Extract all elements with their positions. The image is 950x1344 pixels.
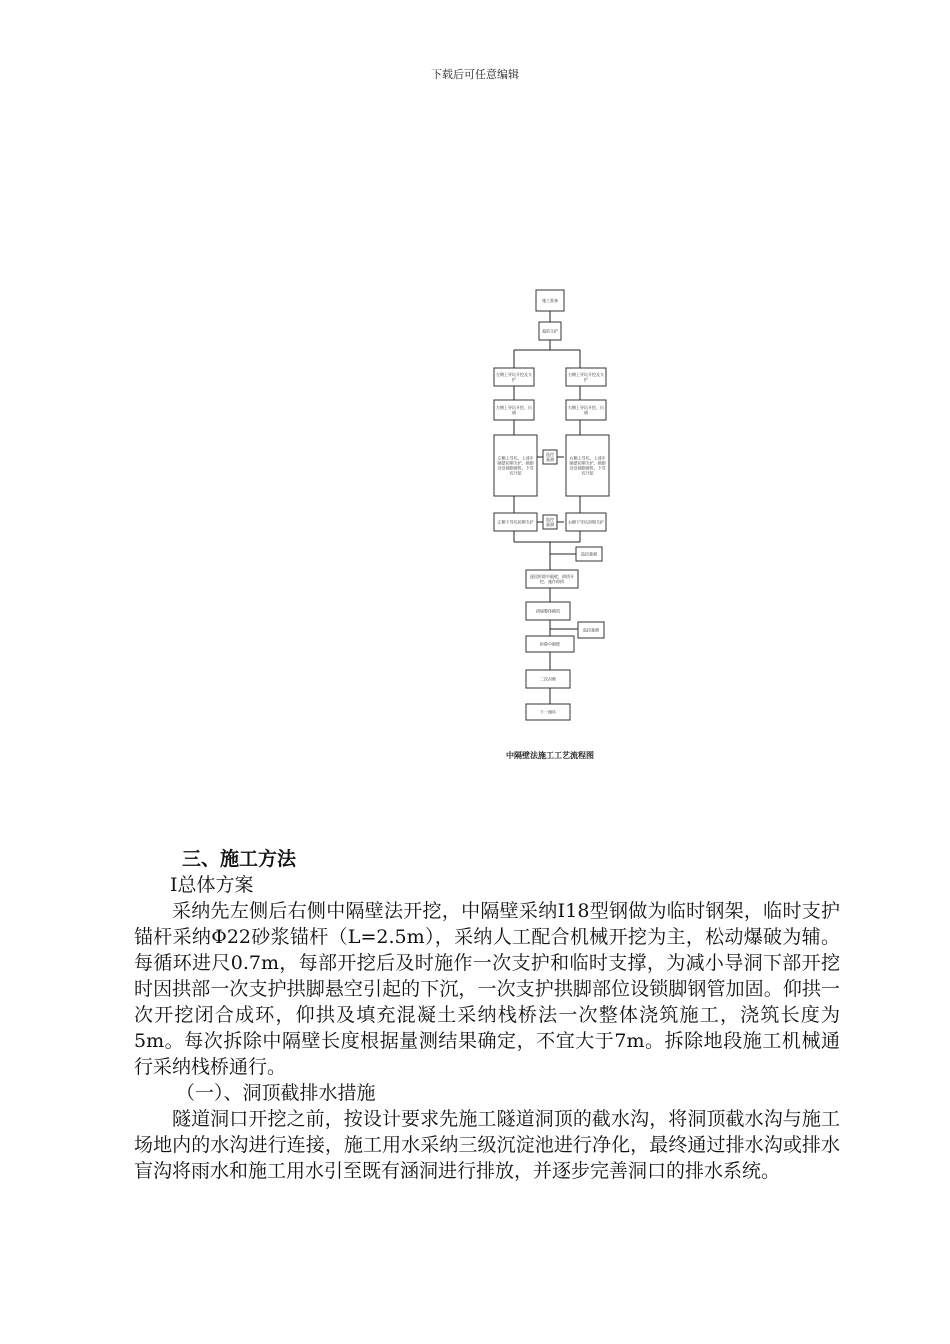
flowchart-node-label: 监控量测 bbox=[583, 627, 599, 633]
flowchart-node bbox=[543, 515, 557, 529]
flowchart-node-label: 左侧下导坑初期支护 bbox=[497, 519, 534, 525]
paragraph-overall-plan: 采纳先左侧后右侧中隔壁法开挖，中隔壁采纳Ⅰ18型钢做为临时钢架，临时支护锚杆采纳Φ22砂浆锚杆（L=2.5m），采纳人工配合机械开挖为主，松动爆破为辅。每循环进尺0.7m，每部开挖后及时施作一次支护和临时支撑，为减小导洞下部开挖时因拱部一次支护拱脚悬空引起的下沉，一次支护拱脚部位设锁脚钢管加固。仰拱一次开挖闭合成环，仰拱及填充混凝土采纳栈桥法一次整体浇筑施工，浇筑长度为5m。每次拆除中隔壁长度根据量测结果确定，不宜大于7m。拆除地段施工机械通行采纳栈桥通行。 bbox=[134, 900, 840, 1078]
flowchart-node-label: 施工准备 bbox=[542, 298, 558, 303]
flowchart-node bbox=[539, 322, 561, 340]
flowchart-node-label: 下一循环 bbox=[540, 709, 556, 715]
flowchart-node-label: 逐段拆除中隔壁、仰拱开挖、施作仰拱 bbox=[530, 574, 574, 584]
flowchart-node bbox=[494, 400, 534, 420]
flowchart-node-label: 二次衬砌 bbox=[540, 676, 556, 682]
flowchart-node-label: 监控量测 bbox=[581, 551, 597, 557]
flowchart-node-label: 左侧上导坑、上部中隔壁初期支护、拱脚处设锁脚钢管，下导坑开挖 bbox=[497, 455, 534, 476]
flowchart-node-label: 监控量测 bbox=[546, 452, 554, 462]
flowchart-node bbox=[566, 368, 606, 386]
flowchart-node bbox=[536, 290, 564, 311]
flowchart-caption: 中隔壁法施工工艺流程图 bbox=[506, 751, 594, 760]
document-body bbox=[134, 846, 840, 1184]
flowchart-node bbox=[566, 513, 606, 531]
flowchart-node bbox=[576, 547, 602, 561]
flowchart-node bbox=[578, 622, 604, 638]
flowchart-node bbox=[566, 435, 609, 496]
flowchart-node-label: 右侧上导坑开挖、出碴 bbox=[568, 405, 604, 415]
flowchart-node-label: 左侧上导坑开挖及支护 bbox=[496, 372, 532, 382]
flowchart-node bbox=[526, 636, 574, 652]
flowchart-node bbox=[494, 513, 537, 531]
flowchart-node-label: 拱墙整体模筑 bbox=[536, 608, 560, 614]
paragraph-drainage: 隧道洞口开挖之前，按设计要求先施工隧道洞顶的截水沟，将洞顶截水沟与施工场地内的水沟进行连接，施工用水采纳三级沉淀池进行净化，最终通过排水沟或排水盲沟将雨水和施工用水引至既有涵洞进行排放，并逐步完善洞口的排水系统。 bbox=[134, 1108, 840, 1182]
flowchart-node-label: 右侧下导坑初期支护 bbox=[568, 519, 604, 525]
flowchart-node-label: 右侧上导坑开挖及支护 bbox=[568, 372, 604, 382]
flowchart-node-label: 超前支护 bbox=[542, 328, 558, 334]
flowchart-node bbox=[526, 602, 570, 620]
page-header-note: 下载后可任意编辑 bbox=[431, 68, 519, 81]
flowchart-node-label: 拆除中隔壁 bbox=[540, 641, 560, 647]
flowchart-node bbox=[526, 704, 570, 720]
flowchart-node-label: 右侧上导坑、上部中隔壁初期支护、拱脚处设锁脚钢管，下导坑开挖 bbox=[569, 455, 606, 476]
section-subtitle: Ⅰ总体方案 bbox=[170, 874, 254, 896]
flowchart-node bbox=[494, 368, 534, 386]
flowchart-node bbox=[566, 400, 606, 420]
flowchart-node bbox=[526, 670, 570, 688]
construction-flowchart bbox=[470, 280, 640, 780]
flowchart-node-label: 监控量测 bbox=[546, 517, 554, 527]
subsection-title-drainage: （一）、洞顶截排水措施 bbox=[176, 1082, 376, 1104]
flowchart-node bbox=[543, 450, 557, 464]
flowchart-node bbox=[526, 570, 578, 588]
flowchart-node-label: 左侧上导坑开挖、出碴 bbox=[496, 405, 532, 415]
section-title: 三、施工方法 bbox=[182, 848, 297, 870]
flowchart-node bbox=[494, 435, 537, 496]
